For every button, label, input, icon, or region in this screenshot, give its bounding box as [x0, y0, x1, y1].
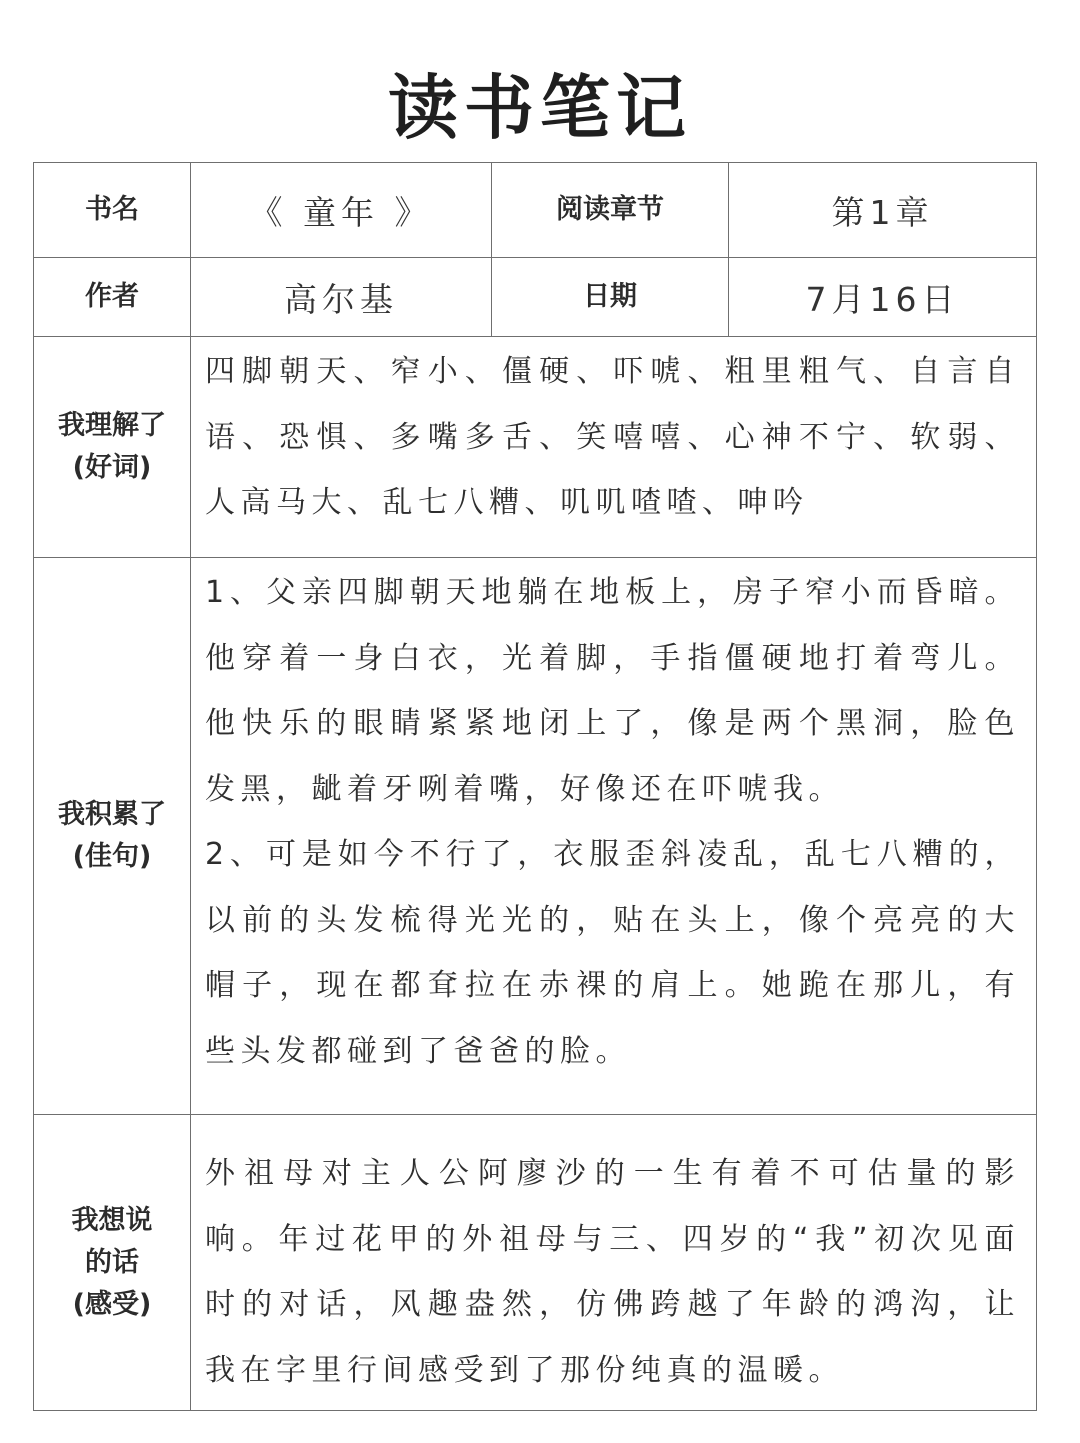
page-title: 读书笔记	[388, 66, 692, 149]
good-words-label	[34, 337, 191, 558]
author-label: 作者	[34, 258, 191, 337]
feelings-content	[191, 1115, 1037, 1411]
chapter-value: 第1章	[729, 163, 1037, 258]
date-label: 日期	[492, 258, 729, 337]
feelings-text: 外祖母对主人公阿廖沙的一生有着不可估量的影响。年过花甲的外祖母与三、四岁的“我”初次见面时的对话，风趣盎然，仿佛跨越了年龄的鸿沟，让我在字里行间感受到了那份纯真的温暖。	[205, 1156, 1020, 1388]
feelings-label-line2: 的话	[85, 1246, 139, 1278]
reading-note-table	[33, 162, 1037, 1411]
table-row	[34, 337, 1037, 558]
good-sentences-label-line2: (佳句)	[72, 841, 152, 872]
date-value: 7月16日	[729, 258, 1037, 337]
good-words-label-line1: 我理解了	[58, 410, 166, 441]
book-name-value: 《 童年 》	[191, 163, 492, 258]
good-words-label-line2: (好词)	[72, 452, 152, 483]
good-words-content	[191, 337, 1037, 558]
sentence-item-2: 2、可是如今不行了，衣服歪斜凌乱，乱七八糟的，以前的头发梳得光光的，贴在头上，像个亮亮的大帽子，现在都耷拉在赤裸的肩上。她跪在那儿，有些头发都碰到了爸爸的脸。	[205, 837, 1020, 1069]
sentence-item-1: 1、父亲四脚朝天地躺在地板上，房子窄小而昏暗。他穿着一身白衣，光着脚，手指僵硬地打着弯儿。他快乐的眼睛紧紧地闭上了，像是两个黑洞，脸色发黑，龇着牙咧着嘴，好像还在吓唬我。	[205, 575, 1020, 807]
author-value: 高尔基	[191, 258, 492, 337]
feelings-label	[34, 1115, 191, 1411]
good-words-text: 四脚朝天、窄小、僵硬、吓唬、粗里粗气、自言自语、恐惧、多嘴多舌、笑嘻嘻、心神不宁、软弱、人高马大、乱七八糟、叽叽喳喳、呻吟	[205, 354, 1020, 520]
good-sentences-label	[34, 558, 191, 1115]
chapter-label: 阅读章节	[492, 163, 729, 258]
table-row	[34, 163, 1037, 258]
feelings-label-line1: 我想说	[71, 1204, 153, 1236]
feelings-label-line3: (感受)	[72, 1288, 152, 1320]
table-row	[34, 558, 1037, 1115]
book-name-label: 书名	[34, 163, 191, 258]
table-row	[34, 258, 1037, 337]
table-row	[34, 1115, 1037, 1411]
good-sentences-content	[191, 558, 1037, 1115]
good-sentences-label-line1: 我积累了	[58, 799, 166, 830]
